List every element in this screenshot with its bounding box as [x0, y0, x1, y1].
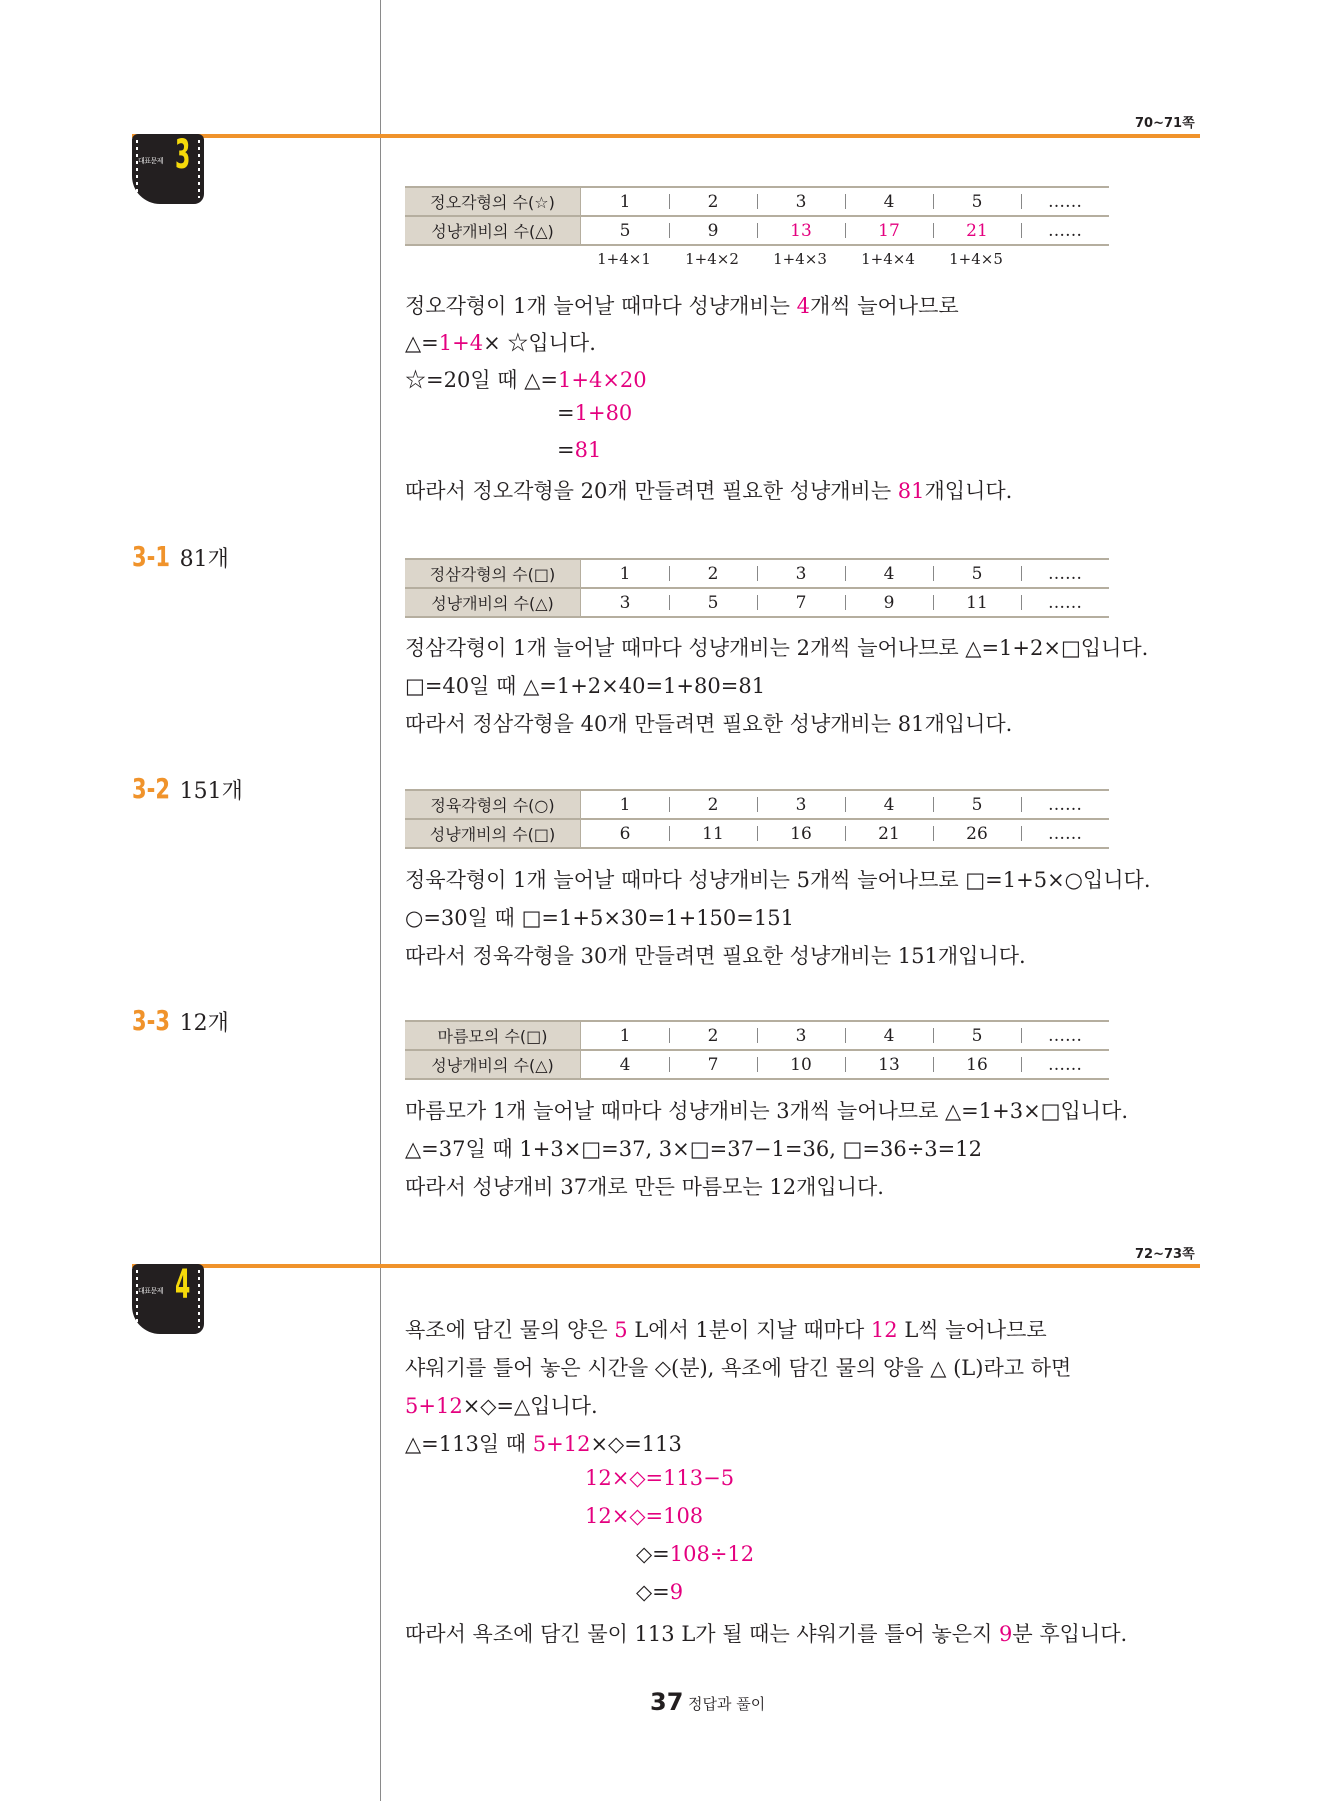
- solution-line: △=37일 때 1+3×□=37, 3×□=37−1=36, □=36÷3=12: [405, 1137, 982, 1161]
- footer-title: 정답과 풀이: [688, 1695, 766, 1713]
- solution-line: 따라서 성냥개비 37개로 만든 마름모는 12개입니다.: [405, 1175, 884, 1199]
- table-cell: 16: [757, 819, 845, 848]
- table-cell: 10: [757, 1050, 845, 1079]
- table-cell: 4: [845, 187, 933, 216]
- table-cell: 5: [933, 790, 1021, 819]
- table-cell: ……: [1021, 790, 1109, 819]
- sub-problem-code: 3-1: [132, 540, 170, 573]
- sub-problem-label: [132, 540, 229, 573]
- table-cell: 2: [669, 559, 757, 588]
- table-cell: 7: [757, 588, 845, 617]
- table-row: [405, 819, 1109, 848]
- table-cell: 4: [845, 790, 933, 819]
- table-cell: ……: [1021, 588, 1109, 617]
- badge-number: 4: [175, 1262, 191, 1308]
- table-header-cell: 성냥개비의 수(□): [405, 819, 581, 848]
- solution-line: =1+80: [557, 401, 633, 425]
- formula-label: 1+4×4: [861, 250, 915, 268]
- table-cell: 5: [933, 1021, 1021, 1050]
- solution-line: 욕조에 담긴 물의 양은 5 L에서 1분이 지날 때마다 12 L씩 늘어나므로: [405, 1318, 1047, 1342]
- table-cell: 1: [581, 790, 670, 819]
- formula-label: 1+4×5: [949, 250, 1003, 268]
- solution-line: 12×◇=113−5: [585, 1466, 735, 1490]
- badge-label: 대표문제: [138, 157, 164, 165]
- table-cell: 13: [757, 216, 845, 245]
- table-row: [405, 216, 1109, 245]
- sub-problem-answer: 81개: [179, 547, 229, 572]
- solution-line: 정삼각형이 1개 늘어날 때마다 성냥개비는 2개씩 늘어나므로 △=1+2×□입니다.: [405, 636, 1149, 660]
- table-row: [405, 559, 1109, 588]
- data-table: [405, 558, 1109, 618]
- table-cell: 1: [581, 1021, 670, 1050]
- table-header-cell: 성냥개비의 수(△): [405, 216, 581, 245]
- table-cell: 1: [581, 559, 670, 588]
- table-cell: 11: [669, 819, 757, 848]
- table-cell: ……: [1021, 1050, 1109, 1079]
- table-cell: 21: [933, 216, 1021, 245]
- table-cell: 5: [669, 588, 757, 617]
- table-cell: 3: [757, 559, 845, 588]
- data-table: [405, 1020, 1109, 1080]
- table-cell: 13: [845, 1050, 933, 1079]
- table-cell: ……: [1021, 1021, 1109, 1050]
- table-cell: 5: [933, 187, 1021, 216]
- problem-badge: [132, 1264, 204, 1334]
- table-cell: 3: [581, 588, 670, 617]
- sub-problem-label: [132, 772, 243, 805]
- table-row: [405, 1050, 1109, 1079]
- formula-label: 1+4×2: [685, 250, 739, 268]
- table-header-cell: 성냥개비의 수(△): [405, 1050, 581, 1079]
- table-cell: 26: [933, 819, 1021, 848]
- table-cell: 4: [845, 1021, 933, 1050]
- table-cell: 21: [845, 819, 933, 848]
- table-row: [405, 790, 1109, 819]
- solution-line: 따라서 정육각형을 30개 만들려면 필요한 성냥개비는 151개입니다.: [405, 944, 1026, 968]
- solution-line: 마름모가 1개 늘어날 때마다 성냥개비는 3개씩 늘어나므로 △=1+3×□입니다.: [405, 1099, 1129, 1123]
- table-row: [405, 1021, 1109, 1050]
- solution-line: 정육각형이 1개 늘어날 때마다 성냥개비는 5개씩 늘어나므로 □=1+5×○입니다.: [405, 868, 1151, 892]
- data-table: [405, 186, 1109, 246]
- table-header-cell: 성냥개비의 수(△): [405, 588, 581, 617]
- solution-line: △=113일 때 5+12×◇=113: [405, 1432, 682, 1456]
- solution-line: ○=30일 때 □=1+5×30=1+150=151: [405, 906, 794, 930]
- formula-label: 1+4×3: [773, 250, 827, 268]
- table-header-cell: 정오각형의 수(☆): [405, 187, 581, 216]
- table-cell: 2: [669, 1021, 757, 1050]
- sub-problem-answer: 151개: [179, 779, 243, 804]
- solution-line: 샤워기를 틀어 놓은 시간을 ◇(분), 욕조에 담긴 물의 양을 △ (L)라고 하면: [405, 1356, 1072, 1380]
- solution-line: ◇=9: [636, 1580, 684, 1604]
- table-cell: 5: [581, 216, 670, 245]
- solution-line: 따라서 욕조에 담긴 물이 113 L가 될 때는 샤워기를 틀어 놓은지 9분 후입니다.: [405, 1622, 1128, 1646]
- sub-problem-code: 3-2: [132, 772, 170, 805]
- solution-line: □=40일 때 △=1+2×40=1+80=81: [405, 674, 766, 698]
- table-row: [405, 588, 1109, 617]
- page-reference: 70~71쪽: [1135, 116, 1195, 131]
- table-cell: ……: [1021, 187, 1109, 216]
- solution-line: 따라서 정삼각형을 40개 만들려면 필요한 성냥개비는 81개입니다.: [405, 712, 1013, 736]
- table-cell: 3: [757, 187, 845, 216]
- page-number: 37: [650, 1688, 684, 1716]
- table-cell: 4: [845, 559, 933, 588]
- table-cell: 4: [581, 1050, 670, 1079]
- data-table: [405, 789, 1109, 849]
- sub-problem-code: 3-3: [132, 1004, 170, 1037]
- table-cell: 2: [669, 187, 757, 216]
- formula-label: 1+4×1: [597, 250, 651, 268]
- solution-line: △=1+4× ☆입니다.: [405, 331, 596, 355]
- table-cell: 6: [581, 819, 670, 848]
- table-cell: ……: [1021, 559, 1109, 588]
- section-rule: [132, 134, 1200, 138]
- table-cell: 9: [845, 588, 933, 617]
- column-divider: [380, 0, 381, 1801]
- table-cell: ……: [1021, 819, 1109, 848]
- table-cell: 2: [669, 790, 757, 819]
- badge-label: 대표문제: [138, 1287, 164, 1295]
- solution-line: 5+12×◇=△입니다.: [405, 1394, 598, 1418]
- sub-problem-answer: 12개: [179, 1011, 229, 1036]
- solution-line: ☆=20일 때 △=1+4×20: [405, 368, 647, 392]
- solution-line: 따라서 정오각형을 20개 만들려면 필요한 성냥개비는 81개입니다.: [405, 479, 1013, 503]
- sub-problem-label: [132, 1004, 229, 1037]
- table-header-cell: 마름모의 수(□): [405, 1021, 581, 1050]
- page-reference: 72~73쪽: [1135, 1247, 1195, 1262]
- table-cell: 11: [933, 588, 1021, 617]
- solution-line: 정오각형이 1개 늘어날 때마다 성냥개비는 4개씩 늘어나므로: [405, 294, 959, 318]
- table-cell: 3: [757, 790, 845, 819]
- table-cell: 17: [845, 216, 933, 245]
- table-cell: 5: [933, 559, 1021, 588]
- solution-line: ◇=108÷12: [636, 1542, 755, 1566]
- badge-number: 3: [175, 132, 191, 178]
- table-header-cell: 정삼각형의 수(□): [405, 559, 581, 588]
- problem-badge: [132, 134, 204, 204]
- table-cell: 3: [757, 1021, 845, 1050]
- table-cell: 16: [933, 1050, 1021, 1079]
- table-cell: 9: [669, 216, 757, 245]
- section-rule: [132, 1264, 1200, 1268]
- table-cell: 1: [581, 187, 670, 216]
- table-header-cell: 정육각형의 수(○): [405, 790, 581, 819]
- table-cell: 7: [669, 1050, 757, 1079]
- table-row: [405, 187, 1109, 216]
- solution-line: =81: [557, 438, 602, 462]
- solution-line: 12×◇=108: [585, 1504, 704, 1528]
- table-cell: ……: [1021, 216, 1109, 245]
